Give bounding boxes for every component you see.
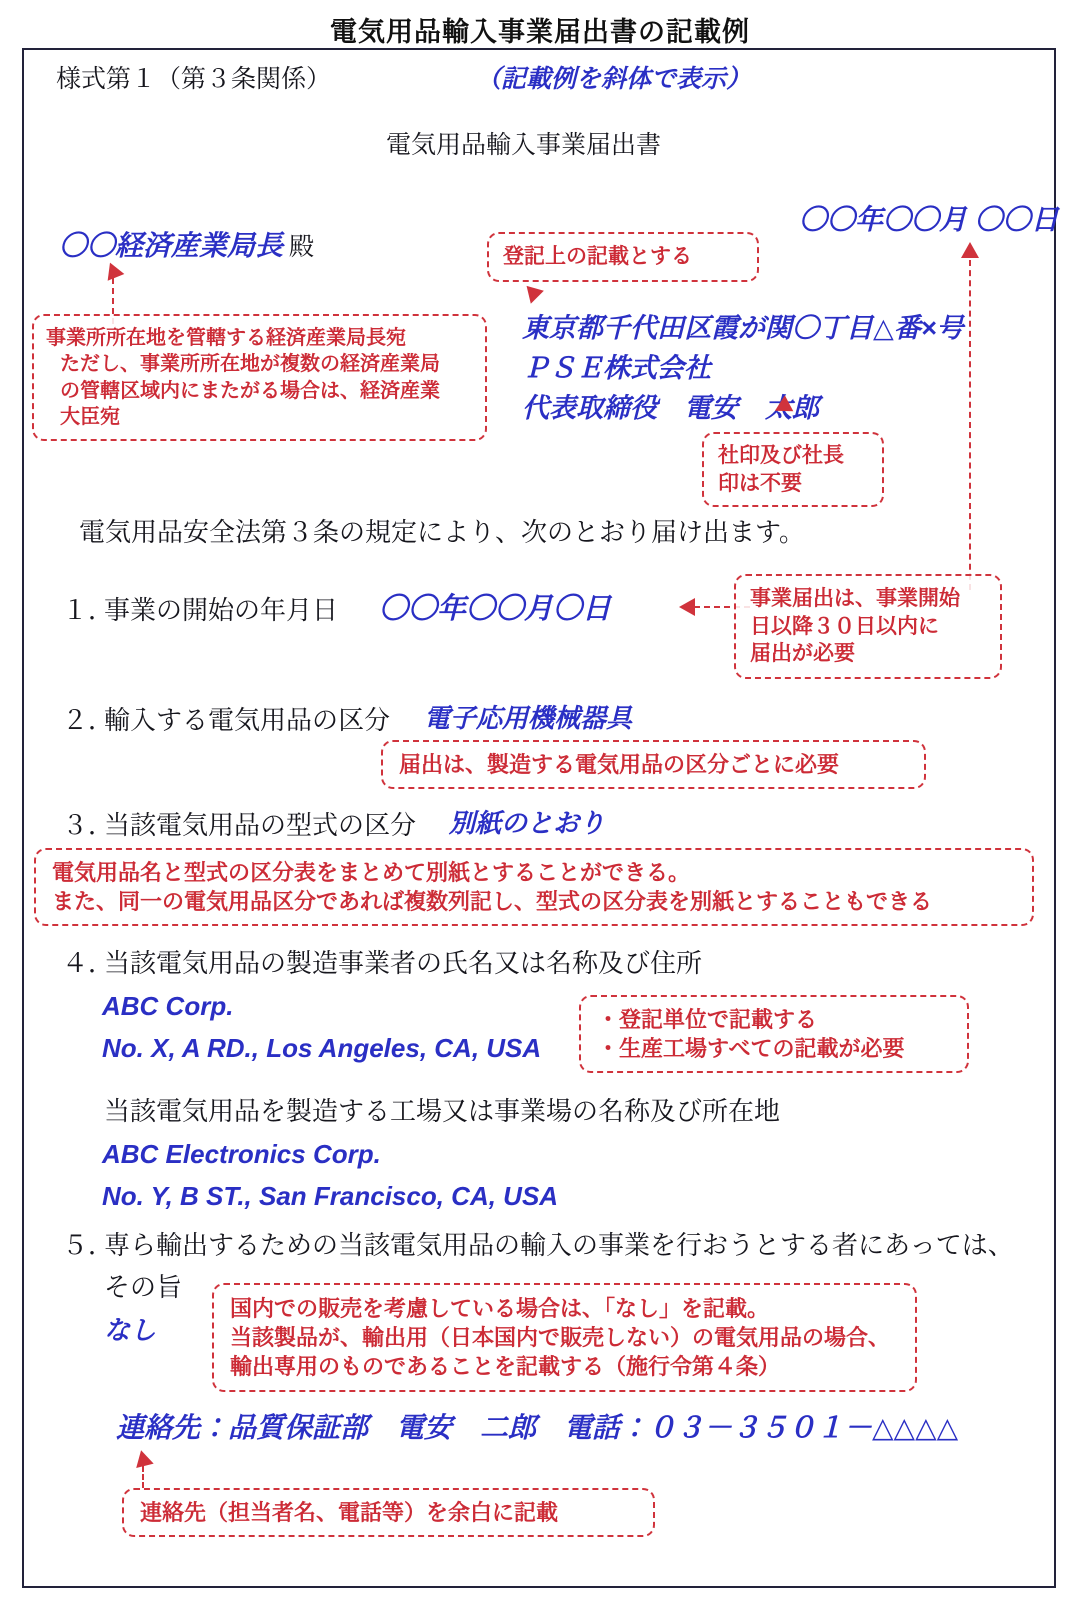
item-2-value: 電子応用機械器具 bbox=[424, 703, 633, 733]
annotation-manufacturer bbox=[579, 995, 969, 1073]
item-4-manufacturer-name: ABC Corp. bbox=[102, 991, 234, 1021]
item-4-label: 当該電気用品の製造事業者の氏名又は名称及び住所 bbox=[104, 949, 703, 978]
annotation-registry-line-1: 登記上の記載とする bbox=[503, 245, 692, 268]
item-3-value: 別紙のとおり bbox=[449, 808, 606, 838]
item-4-factory-name: ABC Electronics Corp. bbox=[102, 1139, 381, 1169]
annotation-addressee-line-3: の管轄区域内にまたがる場合は、経済産業 bbox=[60, 379, 440, 402]
italic-legend: （記載例を斜体で表示） bbox=[476, 66, 752, 93]
form-frame bbox=[22, 48, 1059, 1588]
item-5-value: なし bbox=[104, 1315, 157, 1345]
item-5-label-line-1: 専ら輸出するための当該電気用品の輸入の事業を行おうとする者にあっては、 bbox=[104, 1231, 1014, 1260]
item-2-label: 輸入する電気用品の区分 bbox=[104, 706, 391, 735]
annotation-seal-line-2: 印は不要 bbox=[718, 471, 802, 495]
registry-connector-arrow bbox=[522, 286, 544, 306]
annotation-addressee-line-4: 大臣宛 bbox=[60, 406, 120, 429]
annotation-attachment-line-2: また、同一の電気用品区分であれば複数列記し、型式の区分表を別紙とすることもできる bbox=[52, 889, 933, 915]
annotation-export-line-2: 当該製品が、輸出用（日本国内で販売しない）の電気用品の場合、 bbox=[230, 1325, 891, 1351]
applicant-company: ＰＳＥ株式会社 bbox=[522, 353, 711, 383]
annotation-deadline bbox=[734, 574, 1002, 679]
addressee: 〇〇経済産業局長 bbox=[59, 230, 284, 261]
annotation-attachment bbox=[34, 848, 1034, 926]
annotation-registry bbox=[487, 232, 759, 282]
annotation-addressee-line-2: ただし、事業所所在地が複数の経済産業局 bbox=[60, 353, 440, 376]
annotation-deadline-line-3: 届出が必要 bbox=[750, 642, 855, 666]
annotation-export-line-1: 国内での販売を考慮している場合は、「なし」を記載。 bbox=[230, 1296, 770, 1321]
item-3-label: 当該電気用品の型式の区分 bbox=[104, 811, 417, 840]
document-title: 電気用品輸入事業届出書 bbox=[386, 132, 662, 159]
annotation-deadline-line-1: 事業届出は、事業開始 bbox=[750, 587, 960, 610]
item-1-label: 事業の開始の年月日 bbox=[104, 596, 339, 625]
annotation-seal bbox=[702, 432, 884, 507]
item-4-factory-address: No. Y, B ST., San Francisco, CA, USA bbox=[102, 1181, 559, 1211]
annotation-addressee-line-1: 事業所所在地を管轄する経済産業局長宛 bbox=[46, 327, 406, 349]
annotation-contact-line-1: 連絡先（担当者名、電話等）を余白に記載 bbox=[140, 1500, 559, 1525]
annotation-manufacturer-line-2: ・生産工場すべての記載が必要 bbox=[597, 1036, 905, 1062]
legal-statement: 電気用品安全法第３条の規定により、次のとおり届け出ます。 bbox=[79, 518, 805, 547]
form-number: 様式第１（第３条関係） bbox=[56, 66, 332, 93]
seal-connector-arrow-up bbox=[961, 242, 979, 258]
page-title: 電気用品輸入事業届出書の記載例 bbox=[330, 17, 750, 47]
item-1-value: 〇〇年〇〇月〇日 bbox=[379, 593, 612, 625]
item-2-number: ２． bbox=[62, 706, 115, 735]
annotation-attachment-line-1: 電気用品名と型式の区分表をまとめて別紙とすることができる。 bbox=[52, 860, 691, 885]
annotation-export-line-3: 輸出専用のものであることを記載する（施行令第４条） bbox=[230, 1354, 781, 1380]
applicant-representative: 代表取締役 電安 太郎 bbox=[522, 393, 819, 423]
item-4-number: ４． bbox=[62, 949, 115, 978]
item-1-number: １． bbox=[62, 596, 115, 625]
annotation-contact bbox=[122, 1488, 655, 1537]
submission-date: 〇〇年〇〇月 〇〇日 bbox=[799, 204, 1059, 235]
seal-connector-line bbox=[969, 260, 971, 590]
annotation-addressee bbox=[32, 314, 487, 441]
contact-connector-line bbox=[142, 1466, 144, 1488]
annotation-deadline-line-2: 日以降３０日以内に bbox=[750, 614, 939, 638]
annotation-category-line-1: 届出は、製造する電気用品の区分ごとに必要 bbox=[399, 752, 840, 777]
annotation-export bbox=[212, 1283, 917, 1392]
addressee-honorific: 殿 bbox=[289, 234, 315, 261]
annotation-manufacturer-line-1: ・登記単位で記載する bbox=[597, 1007, 818, 1032]
item-5-number: ５． bbox=[62, 1231, 115, 1260]
contact-line: 連絡先：品質保証部 電安 二郎 電話：０３－３５０１－△△△△ bbox=[116, 1412, 959, 1443]
annotation-seal-line-1: 社印及び社長 bbox=[718, 444, 844, 467]
contact-connector-arrow bbox=[132, 1448, 153, 1468]
deadline-connector-arrow bbox=[679, 598, 695, 616]
item-5-label-line-2: その旨 bbox=[104, 1273, 183, 1302]
item-4-factory-label: 当該電気用品を製造する工場又は事業場の名称及び所在地 bbox=[104, 1097, 781, 1126]
annotation-category bbox=[381, 740, 926, 789]
item-3-number: ３． bbox=[62, 811, 115, 840]
item-4-manufacturer-address: No. X, A RD., Los Angeles, CA, USA bbox=[102, 1033, 542, 1063]
applicant-address: 東京都千代田区霞が関〇丁目△番×号 bbox=[522, 313, 964, 343]
